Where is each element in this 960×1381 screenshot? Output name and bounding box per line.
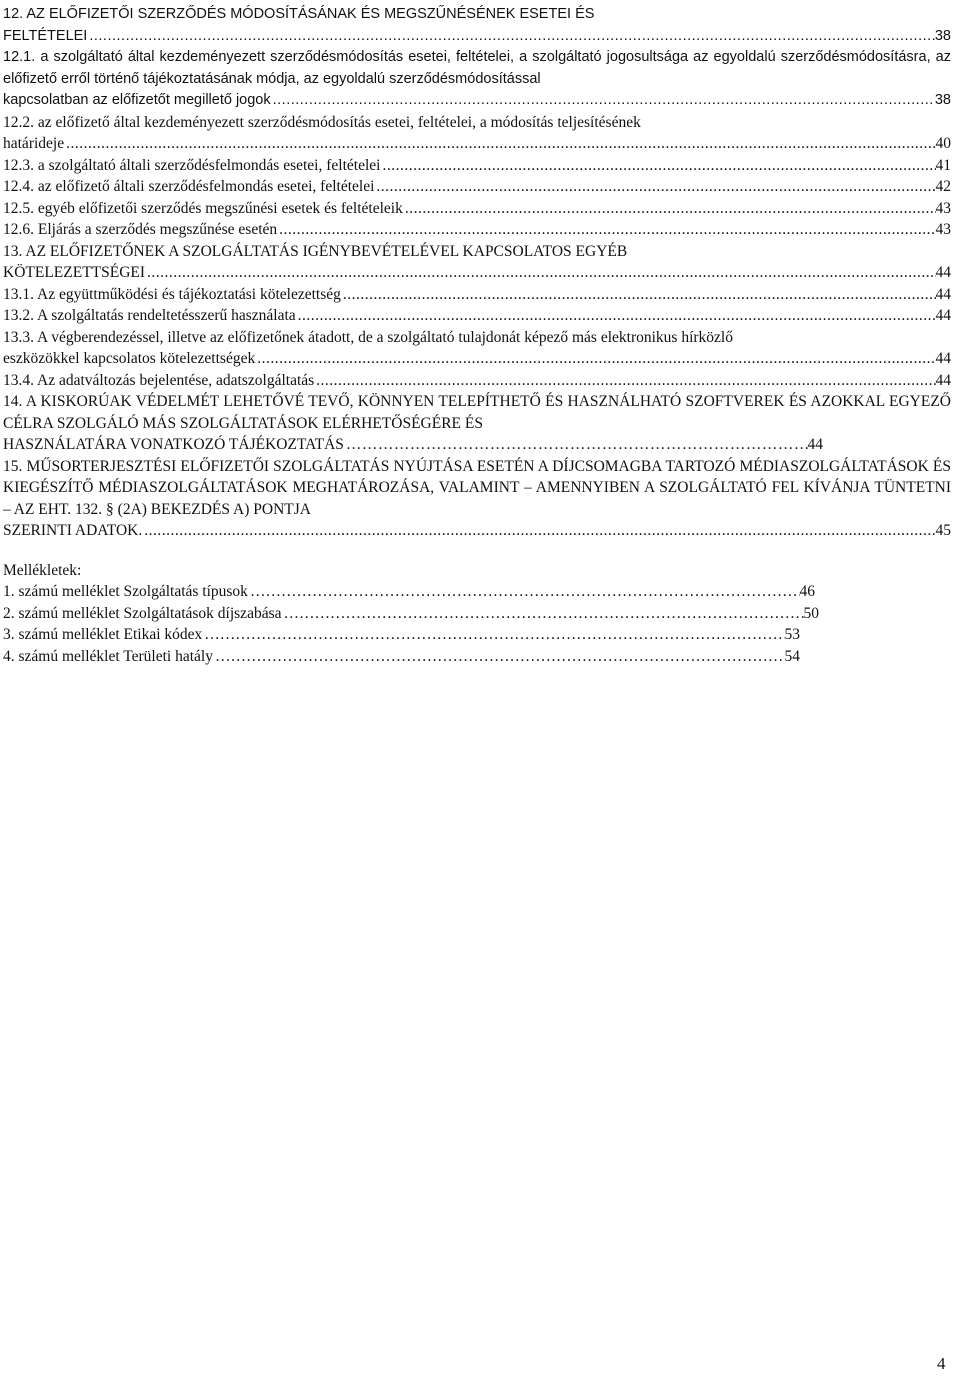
toc-entry-title: 15. MŰSORTERJESZTÉSI ELŐFIZETŐI SZOLGÁLTATÁS NYÚJTÁSA ESETÉN A DÍJCSOMAGBA TARTOZÓ MÉDIASZOLGÁLTATÁSOK ÉS KIEGÉSZÍTŐ MÉDIASZOLGÁLTATÁSOK MEGHATÁROZÁSA, VALAMINT – AMENNYIBEN A SZOLGÁLTATÓ FEL KÍVÁNJA TÜNTETNI – AZ EHT. 132. § (2A) BEKEZDÉS A) PONTJA [3, 457, 951, 518]
attachment-page-number: 53 [784, 626, 800, 643]
toc-page-number: 43 [935, 221, 951, 238]
toc-page-number: 41 [935, 156, 951, 174]
toc-page-number: 44 [935, 285, 951, 303]
attachment-label: 3. számú melléklet Etikai kódex [3, 626, 203, 643]
toc-page-number: 43 [935, 199, 951, 217]
attachments-list [3, 581, 819, 667]
toc-entry-title-end: FELTÉTELEI [3, 27, 88, 44]
toc-entry-title-end: HASZNÁLATÁRA VONATKOZÓ TÁJÉKOZTATÁS [3, 436, 344, 453]
toc-entry-title: 12.5. egyéb előfizetői szerződés megszűnési esetek és feltételeik [3, 199, 403, 217]
toc-entry-title: 13.4. Az adatváltozás bejelentése, adatszolgáltatás [3, 371, 315, 389]
attachment-page-number: 46 [799, 583, 815, 600]
dot-leader [271, 90, 935, 112]
toc-page-number: 38 [934, 27, 951, 44]
toc-entry-12-3[interactable] [3, 155, 951, 177]
toc-entry-15[interactable] [3, 456, 951, 542]
attachment-item-3[interactable] [3, 624, 800, 646]
toc-entry-13[interactable] [3, 241, 951, 284]
toc-entry-13-1[interactable] [3, 284, 951, 306]
toc-page-number: 44 [935, 350, 951, 367]
dot-leader [202, 624, 784, 646]
dot-leader [380, 155, 935, 177]
attachment-item-1[interactable] [3, 581, 815, 603]
spacer [3, 542, 951, 560]
toc-page-number: 44 [807, 436, 823, 453]
attachment-item-2[interactable] [3, 603, 819, 625]
dot-leader [87, 26, 935, 48]
attachment-page-number: 54 [784, 647, 800, 665]
toc-entry-12-2[interactable] [3, 112, 951, 155]
toc-entry-title: 12.3. a szolgáltató általi szerződésfelmondás esetei, feltételei [3, 156, 381, 174]
attachment-label: 4. számú melléklet Területi hatály [3, 647, 213, 665]
toc-page-number: 45 [935, 522, 951, 539]
toc-page-number: 44 [935, 264, 951, 281]
toc-entry-title: 14. A KISKORÚAK VÉDELMÉT LEHETŐVÉ TEVŐ, KÖNNYEN TELEPÍTHETŐ ÉS HASZNÁLHATÓ SZOFTVEREK ÉS AZOKKAL EGYEZŐ CÉLRA SZOLGÁLÓ MÁS SZOLGÁLTATÁSOK ELÉRHETŐSÉGÉRE ÉS [3, 393, 951, 432]
toc-page-number: 40 [935, 135, 951, 152]
dot-leader [145, 262, 935, 284]
page-number: 4 [937, 1354, 946, 1373]
dot-leader [213, 646, 785, 668]
toc-entry-title: 12.1. a szolgáltató által kezdeményezett szerződésmódosítás esetei, feltételei, a szolgáltató jogosultsága az egyoldalú szerződésmódosításra, az előfizető erről történő tájékoztatásának módja, az egyoldalú szerződésmódosítással [3, 49, 951, 87]
dot-leader [314, 370, 935, 392]
attachments-heading: Mellékletek: [3, 561, 82, 579]
toc-entry-12-5[interactable] [3, 198, 951, 220]
toc-entry-12-1[interactable] [3, 47, 951, 112]
dot-leader [277, 219, 935, 241]
dot-leader [248, 581, 800, 603]
toc-entry-title-end: SZERINTI ADATOK. [3, 522, 143, 539]
toc-entry-title: 13. AZ ELŐFIZETŐNEK A SZOLGÁLTATÁS IGÉNYBEVÉTELÉVEL KAPCSOLATOS EGYÉB [3, 242, 628, 260]
toc-entry-12-4[interactable] [3, 176, 951, 198]
toc-entry-13-3[interactable] [3, 327, 951, 370]
toc-entry-13-4[interactable] [3, 370, 951, 392]
toc-entry-title: 12.4. az előfizető általi szerződésfelmondás esetei, feltételei [3, 178, 375, 195]
attachment-label: 1. számú melléklet Szolgáltatás típusok [3, 583, 248, 600]
toc-entry-title-end: kapcsolatban az előfizetőt megillető jogok [3, 92, 271, 108]
toc-entry-title-end: eszközökkel kapcsolatos kötelezettségek [3, 350, 256, 367]
attachment-item-4[interactable] [3, 646, 800, 668]
table-of-contents [3, 4, 951, 667]
dot-leader [64, 133, 935, 155]
dot-leader [296, 305, 936, 327]
toc-entry-title: 12. AZ ELŐFIZETŐI SZERZŐDÉS MÓDOSÍTÁSÁNAK ÉS MEGSZŰNÉSÉNEK ESETEI ÉS [3, 6, 595, 22]
toc-entry-title: 13.2. A szolgáltatás rendeltetésszerű használata [3, 307, 296, 324]
toc-entry-title: 13.1. Az együttműködési és tájékoztatási kötelezettség [3, 285, 341, 303]
toc-entry-14[interactable] [3, 391, 951, 456]
toc-entry-title-end: határideje [3, 135, 65, 152]
toc-page-number: 44 [935, 307, 951, 324]
dot-leader [403, 198, 936, 220]
dot-leader [374, 176, 935, 198]
toc-entry-12-6[interactable] [3, 219, 951, 241]
attachment-label: 2. számú melléklet Szolgáltatások díjszabása [3, 604, 282, 622]
attachment-page-number: 50 [803, 604, 819, 622]
dot-leader [255, 348, 935, 370]
dot-leader [344, 434, 808, 456]
toc-entry-title: 13.3. A végberendezéssel, illetve az előfizetőnek átadott, de a szolgáltató tulajdonát képező más elektronikus hírközlő [3, 328, 733, 346]
dot-leader [142, 520, 935, 542]
toc-entry-13-2[interactable] [3, 305, 951, 327]
dot-leader [282, 603, 804, 625]
toc-entry-title: 12.6. Eljárás a szerződés megszűnése esetén [3, 221, 278, 238]
toc-page-number: 38 [934, 92, 951, 108]
toc-entry-title: 12.2. az előfizető által kezdeményezett szerződésmódosítás esetei, feltételei, a módosítás teljesítésének [3, 113, 641, 131]
dot-leader [341, 284, 936, 306]
toc-page-number: 42 [935, 178, 951, 195]
toc-entry-12[interactable] [3, 4, 951, 47]
toc-entry-title-end: KÖTELEZETTSÉGEI [3, 264, 146, 281]
toc-page-number: 44 [935, 371, 951, 389]
